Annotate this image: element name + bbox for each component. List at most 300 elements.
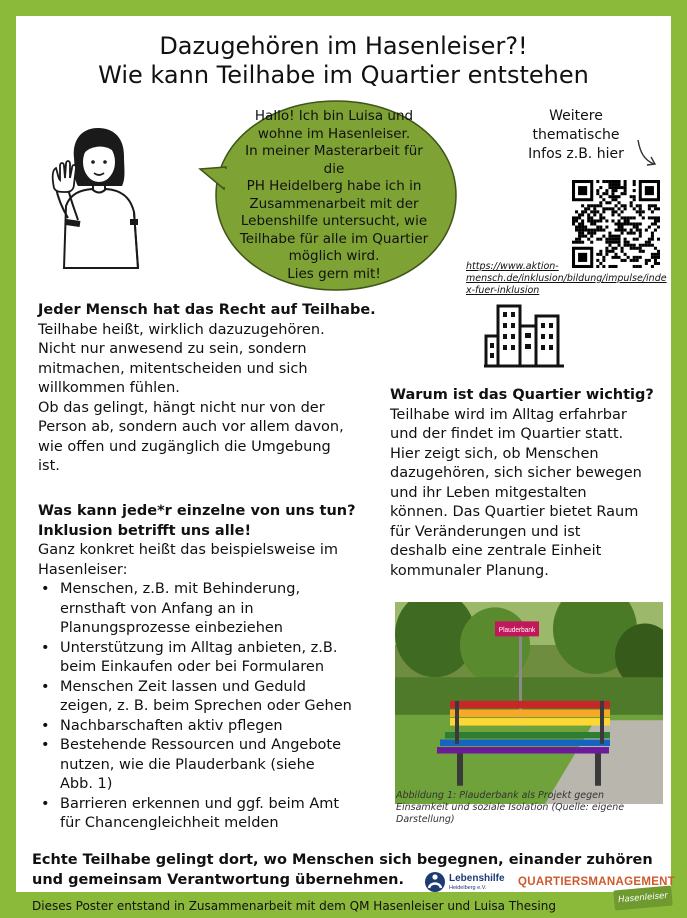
qr-module <box>596 253 599 256</box>
qr-module <box>642 210 645 213</box>
qr-module <box>572 241 575 244</box>
qr-module <box>602 210 605 213</box>
qr-module <box>627 216 630 219</box>
bench-sign-text: Plauderbank <box>498 626 536 635</box>
qr-module <box>651 216 654 219</box>
qr-module <box>648 241 651 244</box>
einzelne-heading-2: Inklusion betrifft uns alle! <box>38 522 252 539</box>
bubble-line: Hallo! Ich bin Luisa und <box>254 108 414 124</box>
qr-module <box>639 244 642 247</box>
qr-module <box>587 204 590 207</box>
qr-module <box>651 204 654 207</box>
qr-module <box>611 183 614 186</box>
infos-line: Infos z.B. hier <box>528 146 624 162</box>
qr-module <box>581 235 584 238</box>
qr-module <box>575 226 578 229</box>
lebenshilfe-logo <box>424 870 516 896</box>
qr-module <box>572 222 575 225</box>
qr-module <box>627 256 630 259</box>
qr-module <box>575 210 578 213</box>
qr-module <box>618 256 621 259</box>
qr-module <box>575 216 578 219</box>
qr-module <box>651 222 654 225</box>
qr-module <box>648 238 651 241</box>
qr-module <box>608 195 611 198</box>
photo-caption <box>396 790 661 826</box>
qr-module <box>657 253 660 256</box>
bullet-line: • Bestehende Ressourcen und Angebote <box>60 737 342 753</box>
qr-module <box>636 229 639 232</box>
qr-module <box>602 235 605 238</box>
closing-line: und gemeinsam Verantwortung übernehmen. <box>32 872 405 888</box>
qr-module <box>596 204 599 207</box>
qr-module <box>654 256 657 259</box>
qr-module <box>621 247 624 250</box>
qr-module <box>605 189 608 192</box>
qr-module <box>654 219 657 222</box>
qr-module <box>593 232 596 235</box>
qr-module <box>651 232 654 235</box>
einzelne-intro-line: Hasenleiser: <box>38 561 128 578</box>
qr-module <box>611 250 614 253</box>
teilhabe-line: Nicht nur anwesend zu sein, sondern <box>38 341 307 357</box>
qr-module <box>648 207 651 210</box>
bullet-line: nutzen, wie die Plauderbank (siehe <box>60 756 315 773</box>
bubble-line: möglich wird. <box>288 248 380 264</box>
qr-module <box>596 229 599 232</box>
qr-module <box>581 210 584 213</box>
qr-module <box>642 244 645 247</box>
qr-module <box>630 216 633 219</box>
qr-module <box>602 207 605 210</box>
qr-module <box>608 201 611 204</box>
qr-module <box>587 219 590 222</box>
qr-module <box>611 213 614 216</box>
qr-module <box>630 244 633 247</box>
qr-module <box>624 229 627 232</box>
qr-module <box>624 204 627 207</box>
qr-module <box>642 250 645 253</box>
qr-module <box>572 219 575 222</box>
qr-module <box>618 238 621 241</box>
qr-module <box>584 235 587 238</box>
qr-module <box>599 219 602 222</box>
qr-module <box>608 235 611 238</box>
qr-module <box>587 232 590 235</box>
qr-module <box>614 235 617 238</box>
einzelne-intro-line: Ganz konkret heißt das beispielsweise im <box>38 542 339 558</box>
qr-module <box>621 222 624 225</box>
qr-module <box>618 222 621 225</box>
qr-module <box>618 226 621 229</box>
qr-module <box>596 192 599 195</box>
qr-module <box>605 247 608 250</box>
qr-module <box>611 247 614 250</box>
qr-module <box>648 204 651 207</box>
qr-module <box>578 229 581 232</box>
quartier-heading: Warum ist das Quartier wichtig? <box>390 387 654 403</box>
qr-module <box>608 241 611 244</box>
qr-module <box>642 216 645 219</box>
qr-module <box>627 219 630 222</box>
qr-module <box>639 210 642 213</box>
qr-module <box>581 213 584 216</box>
quartier-line: können. Das Quartier bietet Raum <box>390 504 639 520</box>
quartier-line: kommunaler Planung. <box>390 562 549 579</box>
qr-module <box>639 250 642 253</box>
qr-module <box>633 226 636 229</box>
qr-module <box>593 229 596 232</box>
bullet-line: Abb. 1) <box>60 776 113 792</box>
einzelne-section <box>38 502 383 834</box>
qr-module <box>614 256 617 259</box>
qr-module <box>651 235 654 238</box>
qr-module <box>630 222 633 225</box>
qr-module <box>581 204 584 207</box>
list-item <box>38 736 383 795</box>
qr-module <box>596 219 599 222</box>
qr-module <box>618 244 621 247</box>
qr-module <box>633 238 636 241</box>
qr-module <box>578 235 581 238</box>
qr-module <box>605 250 608 253</box>
qr-module <box>648 216 651 219</box>
lebenshilfe-name: Lebenshilfe <box>449 873 505 884</box>
qr-module <box>602 180 605 183</box>
qr-module <box>621 186 624 189</box>
qr-module <box>624 180 627 183</box>
qr-module <box>636 238 639 241</box>
qr-module <box>633 222 636 225</box>
qr-module <box>611 186 614 189</box>
teilhabe-heading: Jeder Mensch hat das Recht auf Teilhabe. <box>38 302 376 318</box>
qr-module <box>614 195 617 198</box>
qr-module <box>624 192 627 195</box>
qr-module <box>651 244 654 247</box>
qr-module <box>624 222 627 225</box>
qr-module <box>651 238 654 241</box>
qr-module <box>605 180 608 183</box>
qr-module <box>578 232 581 235</box>
qr-module <box>614 247 617 250</box>
hasenleiser-badge <box>613 886 673 911</box>
qr-module <box>605 253 608 256</box>
bubble-line: wohne im Hasenleiser. <box>257 125 411 142</box>
qr-module <box>618 207 621 210</box>
qr-module <box>584 229 587 232</box>
qr-module <box>654 204 657 207</box>
qr-module <box>593 210 596 213</box>
qr-module <box>654 216 657 219</box>
qr-module <box>596 189 599 192</box>
url-line: x-fuer-inklusion <box>466 285 540 296</box>
qr-module <box>657 207 660 210</box>
qr-module <box>630 204 633 207</box>
qr-module <box>639 207 642 210</box>
qr-module <box>593 204 596 207</box>
qr-module <box>624 244 627 247</box>
qr-module <box>624 189 627 192</box>
qr-module <box>596 210 599 213</box>
qr-module <box>578 222 581 225</box>
qr-module <box>599 186 602 189</box>
qr-module <box>654 253 657 256</box>
caption-line: Abbildung 1: Plauderbank als Projekt gegen <box>396 790 604 801</box>
url-line: mensch.de/inklusion/bildung/impulse/inde <box>466 273 667 284</box>
qr-module <box>618 183 621 186</box>
qr-module <box>624 253 627 256</box>
qr-module <box>614 222 617 225</box>
qr-module <box>602 216 605 219</box>
bullet-line: zeigen, z. B. beim Sprechen oder Gehen <box>60 698 352 714</box>
qr-module <box>614 186 617 189</box>
qr-module <box>614 198 617 201</box>
qr-module <box>651 210 654 213</box>
qr-module <box>621 250 624 253</box>
qr-module <box>578 186 587 195</box>
qr-module <box>618 201 621 204</box>
einzelne-heading-1: Was kann jede*r einzelne von uns tun? <box>38 503 356 519</box>
quartier-line: Hier zeigt sich, ob Menschen <box>390 445 599 462</box>
qr-module <box>611 198 614 201</box>
qr-module <box>633 183 636 186</box>
qr-module <box>624 207 627 210</box>
bubble-line: Zusammenarbeit mit der <box>249 195 419 212</box>
teilhabe-line: willkommen fühlen. <box>38 380 180 396</box>
qr-module <box>581 226 584 229</box>
qr-module <box>605 226 608 229</box>
bullet-line: beim Einkaufen oder bei Formularen <box>60 659 325 675</box>
qr-module <box>575 229 578 232</box>
qr-module <box>639 204 642 207</box>
bubble-line: In meiner Masterarbeit für die <box>245 143 423 177</box>
teilhabe-line: ist. <box>38 458 60 474</box>
qr-module <box>618 180 621 183</box>
qr-module <box>578 213 581 216</box>
quartier-line: dazugehören, sich sicher bewegen <box>390 465 642 481</box>
bullet-line: ernsthaft von Anfang an in <box>60 600 254 617</box>
bullet-line: für Chancengleichheit melden <box>60 815 279 831</box>
qr-module <box>630 195 633 198</box>
qr-module <box>618 235 621 238</box>
qr-module <box>627 241 630 244</box>
qr-module <box>621 229 624 232</box>
qr-module <box>654 207 657 210</box>
hasenleiser-badge-text: Hasenleiser <box>617 890 669 906</box>
bubble-line: Lebenshilfe untersucht, wie <box>240 213 428 229</box>
qr-module <box>608 180 611 183</box>
teilhabe-line: Ob das gelingt, hängt nicht nur von der <box>38 399 325 416</box>
qr-module <box>608 183 611 186</box>
qr-module <box>599 201 602 204</box>
qr-module <box>599 253 602 256</box>
qr-module <box>593 222 596 225</box>
qr-module <box>575 241 578 244</box>
bubble-line: Teilhabe für alle im Quartier <box>239 230 429 247</box>
qr-module <box>633 232 636 235</box>
qr-module <box>593 207 596 210</box>
closing-line: Echte Teilhabe gelingt dort, wo Menschen sich begegnen, einander zuhören <box>32 852 653 868</box>
qr-module <box>599 204 602 207</box>
qr-module <box>608 250 611 253</box>
qr-module <box>636 247 639 250</box>
title-line-2: Wie kann Teilhabe im Quartier entstehen <box>98 61 589 89</box>
qr-module <box>639 213 642 216</box>
quartier-section <box>390 386 665 581</box>
list-item <box>38 795 383 834</box>
qr-module <box>614 183 617 186</box>
qr-module <box>624 238 627 241</box>
qr-module <box>590 210 593 213</box>
qr-module <box>614 241 617 244</box>
qr-module <box>624 216 627 219</box>
qr-module <box>608 244 611 247</box>
qr-module <box>648 226 651 229</box>
qr-module <box>633 247 636 250</box>
qr-module <box>608 207 611 210</box>
qr-module <box>636 210 639 213</box>
bullet-line: • Menschen, z.B. mit Behinderung, <box>60 581 301 597</box>
qr-module <box>593 219 596 222</box>
qr-module <box>587 229 590 232</box>
bullet-line: • Menschen Zeit lassen und Geduld <box>60 678 306 695</box>
qr-module <box>599 250 602 253</box>
qr-module <box>614 180 617 183</box>
qr-module <box>593 213 596 216</box>
qr-module <box>584 210 587 213</box>
qr-module <box>599 195 602 198</box>
qr-module <box>645 186 654 195</box>
qr-module <box>614 210 617 213</box>
qr-module <box>657 256 660 259</box>
qr-module <box>605 192 608 195</box>
qr-module <box>578 216 581 219</box>
qr-module <box>590 219 593 222</box>
qr-module <box>645 229 648 232</box>
qr-module <box>572 216 575 219</box>
qr-module <box>618 229 621 232</box>
qr-module <box>621 204 624 207</box>
qr-module <box>581 241 584 244</box>
qm-logo-text: QUARTIERSMANAGEMENT <box>518 876 676 888</box>
more-infos-label <box>512 107 640 164</box>
list-item <box>38 717 383 737</box>
qr-module <box>636 226 639 229</box>
qr-module <box>639 235 642 238</box>
qr-module <box>657 226 660 229</box>
bullet-line: • Unterstützung im Alltag anbieten, z.B. <box>60 639 338 656</box>
qr-module <box>636 222 639 225</box>
qr-module <box>575 219 578 222</box>
qr-module <box>624 183 627 186</box>
bubble-text <box>234 108 434 283</box>
qr-module <box>645 244 648 247</box>
quartier-line: Teilhabe wird im Alltag erfahrbar <box>390 406 627 423</box>
qr-module <box>587 238 590 241</box>
qr-module <box>633 189 636 192</box>
qr-module <box>584 207 587 210</box>
qr-module <box>575 238 578 241</box>
qr-module <box>584 226 587 229</box>
qr-module <box>621 192 624 195</box>
qr-module <box>611 180 614 183</box>
qr-module <box>621 226 624 229</box>
qr-module <box>596 226 599 229</box>
infos-line: thematische <box>532 127 620 143</box>
qr-module <box>590 216 593 219</box>
quartier-line: und ihr Leben mitgestalten <box>390 484 587 501</box>
qr-module <box>639 229 642 232</box>
qr-module <box>633 207 636 210</box>
qr-module <box>590 204 593 207</box>
qr-module <box>621 210 624 213</box>
qr-module <box>639 232 642 235</box>
qr-module <box>630 201 633 204</box>
plauderbank-photo <box>395 602 663 804</box>
qr-module <box>621 232 624 235</box>
qr-module <box>611 192 614 195</box>
qr-module <box>578 238 581 241</box>
footer-note: Dieses Poster entstand in Zusammenarbeit mit dem QM Hasenleiser und Luisa Thesing <box>32 899 556 913</box>
qr-module <box>630 247 633 250</box>
qr-module <box>602 198 605 201</box>
qr-module <box>578 226 581 229</box>
list-item <box>38 580 383 639</box>
actions-list <box>38 580 383 834</box>
qr-code[interactable] <box>572 180 660 268</box>
qr-module <box>611 235 614 238</box>
list-item <box>38 678 383 717</box>
qr-module <box>599 226 602 229</box>
qr-module <box>581 232 584 235</box>
qr-module <box>590 232 593 235</box>
quartier-line: deshalb eine zentrale Einheit <box>390 543 602 559</box>
qr-module <box>590 222 593 225</box>
qr-module <box>611 241 614 244</box>
qr-module <box>611 256 614 259</box>
qr-module <box>590 235 593 238</box>
url-line: https://www.aktion- <box>466 261 559 272</box>
qr-module <box>633 244 636 247</box>
qr-module <box>651 256 654 259</box>
bullet-line: Planungsprozesse einbeziehen <box>60 620 284 636</box>
qr-module <box>605 238 608 241</box>
infos-link[interactable] <box>466 261 671 297</box>
caption-line: Darstellung) <box>396 814 455 825</box>
qr-module <box>627 222 630 225</box>
qr-module <box>627 244 630 247</box>
city-buildings-icon <box>484 304 566 368</box>
qr-module <box>590 229 593 232</box>
teilhabe-line: Person ab, sondern auch vor allem davon, <box>38 419 344 435</box>
qr-module <box>581 222 584 225</box>
qr-module <box>654 247 657 250</box>
qr-module <box>624 219 627 222</box>
caption-line: Einsamkeit und soziale Isolation (Quelle: eigene <box>396 802 625 813</box>
quartier-line: für Veränderungen und ist <box>390 523 581 540</box>
qr-module <box>639 222 642 225</box>
bubble-line: PH Heidelberg habe ich in <box>246 178 422 194</box>
qr-module <box>618 195 621 198</box>
qr-module <box>596 238 599 241</box>
qr-module <box>608 186 611 189</box>
qr-module <box>614 189 617 192</box>
qr-module <box>645 241 648 244</box>
qr-module <box>611 207 614 210</box>
qr-module <box>654 229 657 232</box>
qr-module <box>651 253 654 256</box>
bubble-line: Lies gern mit! <box>287 265 381 282</box>
